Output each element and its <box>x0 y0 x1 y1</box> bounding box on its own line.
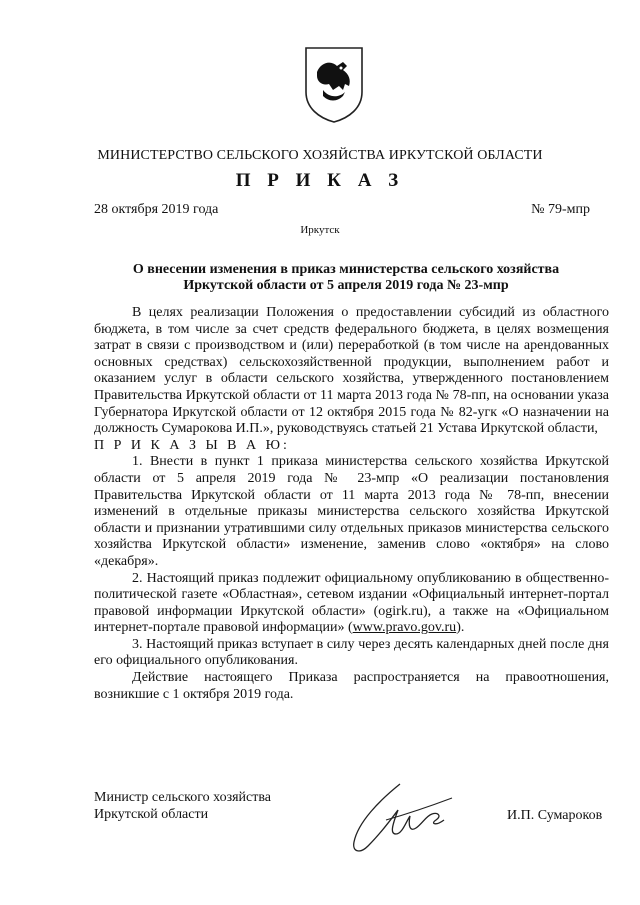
position-line-1: Министр сельского хозяйства <box>94 790 271 805</box>
title-line-2: Иркутской области от 5 апреля 2019 года № 23-мпр <box>183 278 509 293</box>
order-word: П Р И К А З Ы В А Ю: <box>94 437 290 453</box>
document-date: 28 октября 2019 года <box>94 202 219 217</box>
title-line-1: О внесении изменения в приказ министерства сельского хозяйства <box>132 262 560 277</box>
signatory-position <box>94 790 271 823</box>
handwritten-signature <box>340 770 470 860</box>
document-city: Иркутск <box>300 224 340 236</box>
signatory-name: И.П. Сумароков <box>507 808 603 823</box>
document-body <box>94 305 609 703</box>
item-3-paragraph: 3. Настоящий приказ вступает в силу через десять календарных дней после дня его официального опубликования. <box>94 636 609 669</box>
document-number: № 79-мпр <box>531 202 590 217</box>
item-2-end: ). <box>456 620 465 636</box>
coat-of-arms-icon <box>303 44 365 124</box>
item-1-paragraph: 1. Внести в пункт 1 приказа министерства сельского хозяйства Иркутской области от 5 апреля 2019 года № 23-мпр «О реализации постановления Правительства Иркутской области от 11 марта 2013 года № 78-пп, внесении изменений в отдельные приказы министерства сельского хозяйства Иркутской области и признании утратившими силу отдельных приказов министерства сельского хозяйства Иркутской области» изменение, заменив слово «октября» на слово «декабря». <box>94 454 609 569</box>
document-type: П Р И К А З <box>235 170 405 191</box>
document-title <box>94 262 598 294</box>
item-2-paragraph <box>94 571 609 637</box>
item-2-text: 2. Настоящий приказ подлежит официальному опубликованию в общественно-политической газете «Областная», сетевом издании «Официальный интернет-портал правовой информации Иркутской области» (ogirk.ru), а также на «Официальном интернет-портале правовой информации» ( <box>94 570 609 636</box>
preamble-paragraph: В целях реализации Положения о предоставлении субсидий из областного бюджета, в том числе за счет средств федерального бюджета, в целях возмещения затрат в связи с производством и (или) переработкой (в том числе на арендованных основных средствах) сельскохозяйственной продукции, выполнением работ и оказанием услуг в области сельского хозяйства, утвержденного постановлением Правительства Иркутской области от 11 марта 2013 года № 78-пп, на основании указа Губернатора Иркутской области от 12 октября 2015 года № 82-угк «О назначении на должность Сумарокова И.П.», руководствуясь статьей 21 Устава Иркутской области, <box>94 305 609 437</box>
pravo-link[interactable]: www.pravo.gov.ru <box>352 620 457 636</box>
position-line-2: Иркутской области <box>94 806 209 822</box>
ministry-name: МИНИСТЕРСТВО СЕЛЬСКОГО ХОЗЯЙСТВА ИРКУТСКОЙ ОБЛАСТИ <box>97 148 543 163</box>
item-4-paragraph: Действие настоящего Приказа распространяется на правоотношения, возникшие с 1 октября 2019 года. <box>94 670 609 702</box>
